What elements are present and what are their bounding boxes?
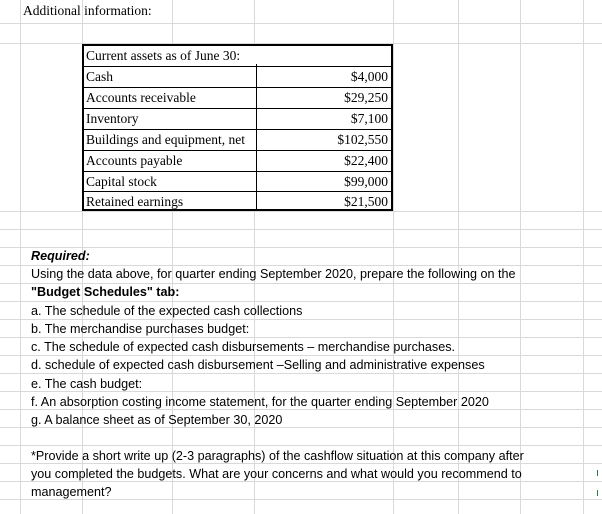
row-value-accounts-receivable: $29,250 [344,90,388,105]
table-header: Current assets as of June 30: [86,48,241,63]
required-item-e: e. The cash budget: [31,377,143,391]
required-intro-line-1: Using the data above, for quarter ending September 2020, prepare the following on the [31,267,516,281]
row-value-inventory: $7,100 [350,111,388,126]
required-item-c: c. The schedule of expected cash disbursements – merchandise purchases. [31,340,455,354]
row-label-inventory: Inventory [86,111,139,126]
writeup-note-line-1: *Provide a short write up (2-3 paragraphs) of the cashflow situation at this company after [31,449,524,463]
required-item-b: b. The merchandise purchases budget: [31,322,250,336]
required-item-a: a. The schedule of the expected cash collections [31,304,303,318]
table-row[interactable] [84,129,391,150]
table-header-row [84,46,391,66]
writeup-note-line-3: management? [31,485,112,499]
row-value-accounts-payable: $22,400 [344,153,388,168]
row-label-retained-earnings: Retained earnings [86,194,184,209]
table-row[interactable] [84,150,391,171]
row-value-cash: $4,000 [350,69,388,84]
row-label-capital-stock: Capital stock [86,174,157,189]
table-row[interactable] [84,171,391,192]
row-value-capital-stock: $99,000 [344,174,388,189]
required-item-f: f. An absorption costing income statement, for the quarter ending September 2020 [31,395,489,409]
row-label-buildings-equipment: Buildings and equipment, net [86,132,245,147]
required-item-g: g. A balance sheet as of September 30, 2020 [31,413,283,427]
row-label-accounts-payable: Accounts payable [86,153,183,168]
table-row[interactable] [84,87,391,108]
writeup-note-line-2: you completed the budgets. What are your concerns and what would you recommend to [31,467,522,481]
required-heading: Required: [31,249,90,263]
balance-sheet-table [82,44,393,211]
row-value-buildings-equipment: $102,550 [337,132,388,147]
required-intro-line-2: "Budget Schedules" tab: [31,285,180,299]
additional-information-title: Additional information: [23,3,152,18]
table-row[interactable] [84,108,391,129]
required-item-d: d. schedule of expected cash disbursement –Selling and administrative expenses [31,358,485,372]
row-label-cash: Cash [86,69,113,84]
row-value-retained-earnings: $21,500 [344,194,388,209]
table-row[interactable] [84,191,391,212]
table-row[interactable] [84,66,391,87]
row-label-accounts-receivable: Accounts receivable [86,90,196,105]
